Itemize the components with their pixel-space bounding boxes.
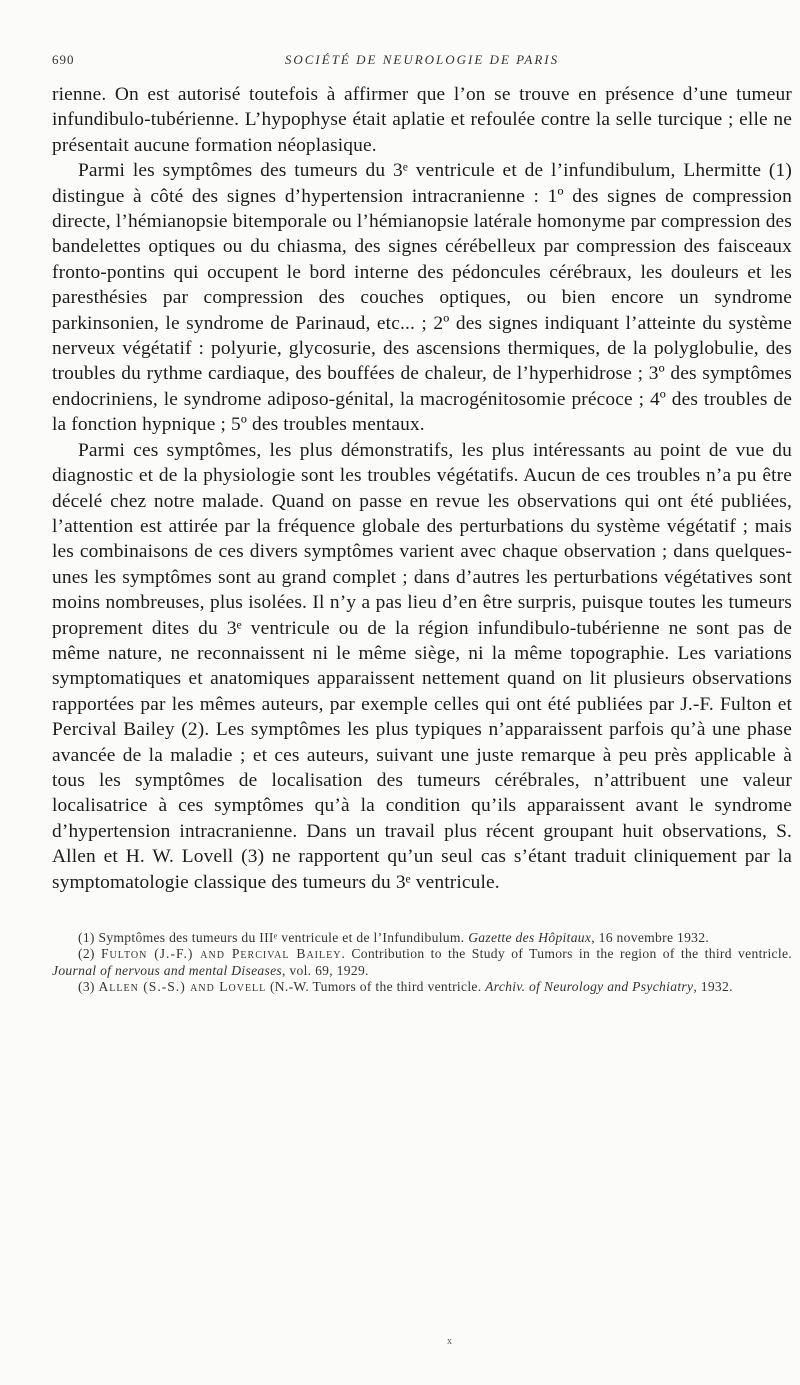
running-title: SOCIÉTÉ DE NEUROLOGIE DE PARIS bbox=[284, 52, 560, 67]
footnote-text: Symptômes des tumeurs du IIIᵉ ventricule et de l’Infundibulum. bbox=[98, 930, 469, 945]
page bbox=[52, 52, 792, 996]
footnote-authors: Fulton (J.-F.) and Percival Bailey bbox=[100, 946, 342, 962]
footnotes bbox=[52, 930, 792, 996]
footnote-text: (N.-W. Tumors of the third ventricle. bbox=[266, 979, 486, 995]
page-number: 690 bbox=[52, 52, 75, 67]
stray-mark: x bbox=[447, 1336, 452, 1347]
footnote-source: Archiv. of Neurology and Psychiatry bbox=[485, 979, 694, 995]
footnote bbox=[52, 930, 792, 946]
page-header bbox=[52, 52, 792, 82]
footnote-tail: , vol. 69, 1929. bbox=[282, 962, 369, 978]
paragraph: Parmi les symptômes des tumeurs du 3ᵉ ventricule et de l’infundibulum, Lhermitte (1) distingue à côté des signes d’hypertension intracranienne : 1º des signes de compression directe, l’hémianopsie bitemporale ou l’hémianopsie latérale homonyme par compression des bandelettes optiques ou du chiasma, des signes cérébelleux par compression des faisceaux fronto-pontins qui occupent le bord interne des pédoncules cérébraux, les douleurs et les paresthésies par compression des couches optiques, ou bien encore un syndrome parkinsonien, le syndrome de Parinaud, etc... ; 2º des signes indiquant l’atteinte du système nerveux végétatif : polyurie, glycosurie, des ascensions thermiques, de la polyglobulie, des troubles du rythme cardiaque, des bouffées de chaleur, de l’hyperhidrose ; 3º des symptômes endocriniens, le syndrome adiposo-génital, la macrogénitosomie précoce ; 4º des troubles de la fonction hypnique ; 5º des troubles mentaux. bbox=[52, 160, 792, 436]
paragraph: Parmi ces symptômes, les plus démonstratifs, les plus intéressants au point de vue du diagnostic et de la physiologie sont les troubles végétatifs. Aucun de ces troubles n’a pu être décelé chez notre malade. Quand on passe en revue les observations qui ont été publiées, l’attention est attirée par la fréquence globale des perturbations du système végétatif ; mais les combinaisons de ces divers symptômes varient avec chaque observation ; dans quelques-unes les symptômes sont au grand complet ; dans d’autres les perturbations végétatives sont moins nombreuses, plus isolées. Il n’y a pas lieu d’en être surpris, puisque toutes les tumeurs proprement dites du 3ᵉ ventricule ou de la région infundibulo-tubérienne ne sont pas de même nature, ne reconnaissent ni le même siège, ni la même topographie. Les variations symptomatiques et anatomiques apparaissent nettement quand on lit plusieurs observations rapportées par les mêmes auteurs, par exemple celles qui ont été publiées par J.-F. Fulton et Percival Bailey (2). Les symptômes les plus typiques n’apparaissent parfois qu’à une phase avancée de la maladie ; et ces auteurs, suivant une juste remarque à peu près applicable à tous les symptômes de localisation des tumeurs cérébrales, n’attribuent une valeur localisatrice à ces symptômes qu’à la condition qu’ils apparaissent avant le syndrome d’hypertension intracranienne. Dans un travail plus récent groupant huit observations, S. Allen et H. W. Lovell (3) ne rapportent qu’un seul cas s’étant traduit cliniquement par la symptomatologie classique des tumeurs du 3ᵉ ventricule. bbox=[52, 439, 792, 893]
footnote-number: (1) bbox=[78, 930, 95, 945]
footnote bbox=[52, 979, 792, 995]
footnote-number: (3) bbox=[78, 979, 95, 995]
footnote-tail: , 16 novembre 1932. bbox=[591, 930, 710, 945]
footnote-tail: , 1932. bbox=[693, 979, 733, 995]
footnote bbox=[52, 946, 792, 979]
footnote-source: Journal of nervous and mental Diseases bbox=[52, 962, 283, 978]
footnote-authors: Allen (S.-S.) and Lovell bbox=[98, 979, 267, 995]
footnote-number: (2) bbox=[78, 946, 95, 962]
footnote-source: Gazette des Hôpitaux bbox=[468, 930, 592, 945]
paragraph: rienne. On est autorisé toutefois à affirmer que l’on se trouve en présence d’une tumeur infundibulo-tubérienne. L’hypophyse était aplatie et refoulée contre la selle turcique ; elle ne présentait aucune formation néoplasique. bbox=[52, 84, 792, 156]
footnote-text: . Contribution to the Study of Tumors in the region of the third ventricle. bbox=[341, 946, 792, 962]
body-text bbox=[52, 82, 792, 895]
